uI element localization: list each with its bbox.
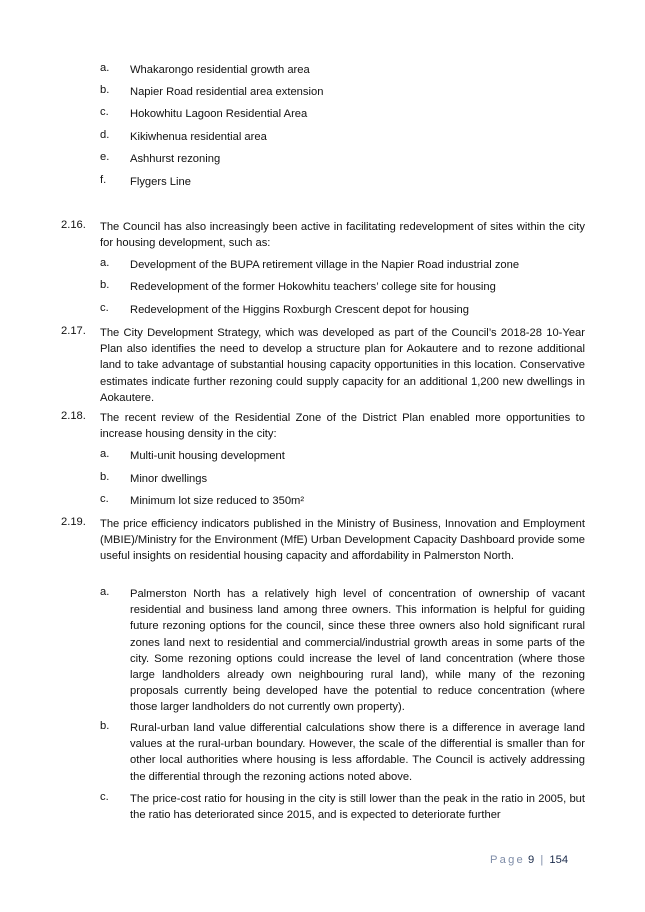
list-letter: c. xyxy=(100,106,109,118)
list-letter: a. xyxy=(100,62,110,74)
list-text: Multi-unit housing development xyxy=(130,450,285,462)
list-text: Kikiwhenua residential area xyxy=(130,131,267,143)
paragraph-text: The Council has also increasingly been active in facilitating redevelopment of sites within the city for housing development, such as: xyxy=(100,221,585,250)
list-text: Palmerston North has a relatively high level of concentration of ownership of vacant residential and business land among three owners. This information is helpful for guiding future rezoning options for the council, since these three owners also hold significant rural zones land next to residential and commercial/industrial growth areas in some parts of the city. Some rezoning options could increase the level of land concentration (where those large landholders already own neighbouring rural land), while many of the rezoning proposals currently being developed have the potential to reduce concentration (where those larger landholders do not currently own property). xyxy=(130,588,585,714)
list-text: Redevelopment of the Higgins Roxburgh Crescent depot for housing xyxy=(130,304,469,316)
list-letter: b. xyxy=(100,471,110,483)
list-text: Minimum lot size reduced to 350m² xyxy=(130,495,305,507)
paragraph-text: The price efficiency indicators published in the Ministry of Business, Innovation and Employment (MBIE)/Ministry for the Environment (MfE) Urban Development Capacity Dashboard provide some useful insights on residential housing capacity and affordability in Palmerston North. xyxy=(100,518,585,563)
page-total: 154 xyxy=(549,854,569,866)
list-text: Rural-urban land value differential calculations show there is a difference in average land values at the rural-urban boundary. However, the scale of the differential is smaller than for other local authorities where housing is less affordable. The Council is actively addressing the differential through the rezoning actions noted above. xyxy=(130,722,585,783)
page-separator: | xyxy=(540,854,544,866)
list-letter: c. xyxy=(100,493,109,505)
list-letter: a. xyxy=(100,257,110,269)
list-letter: d. xyxy=(100,129,110,141)
page-number: 9 xyxy=(528,854,535,866)
list-text: Minor dwellings xyxy=(130,473,208,485)
list-text: Ashhurst rezoning xyxy=(130,153,221,165)
list-letter: e. xyxy=(100,151,110,163)
list-text: Redevelopment of the former Hokowhitu teachers’ college site for housing xyxy=(130,281,496,293)
list-letter: a. xyxy=(100,586,110,598)
paragraph-number: 2.19. xyxy=(61,516,86,528)
list-letter: b. xyxy=(100,279,110,291)
list-text: Napier Road residential area extension xyxy=(130,86,324,98)
page-label: Page xyxy=(490,854,525,866)
list-letter: f. xyxy=(100,174,107,186)
list-letter: c. xyxy=(100,302,109,314)
list-text: Hokowhitu Lagoon Residential Area xyxy=(130,108,308,120)
list-text: Flygers Line xyxy=(130,176,191,188)
list-letter: b. xyxy=(100,720,110,732)
list-letter: c. xyxy=(100,791,109,803)
list-text: The price-cost ratio for housing in the city is still lower than the peak in the ratio in 2005, but the ratio has deteriorated since 2015, and is expected to deteriorate further xyxy=(130,793,585,822)
list-text: Development of the BUPA retirement village in the Napier Road industrial zone xyxy=(130,259,520,271)
paragraph-text: The City Development Strategy, which was developed as part of the Council’s 2018-28 10-Year Plan also identifies the need to develop a structure plan for Aokautere and to rezone additional land to take advantage of substantial housing capacity opportunities in this location. Conservative estimates indicate further rezoning could supply capacity for an additional 1,200 new dwellings in Aokautere. xyxy=(100,327,585,404)
page-footer xyxy=(490,854,568,866)
paragraph-number: 2.16. xyxy=(61,219,86,231)
list-text: Whakarongo residential growth area xyxy=(130,64,310,76)
list-letter: b. xyxy=(100,84,110,96)
paragraph-number: 2.17. xyxy=(61,325,86,337)
list-letter: a. xyxy=(100,448,110,460)
paragraph-text: The recent review of the Residential Zone of the District Plan enabled more opportunities to increase housing density in the city: xyxy=(100,412,585,441)
paragraph-number: 2.18. xyxy=(61,410,86,422)
